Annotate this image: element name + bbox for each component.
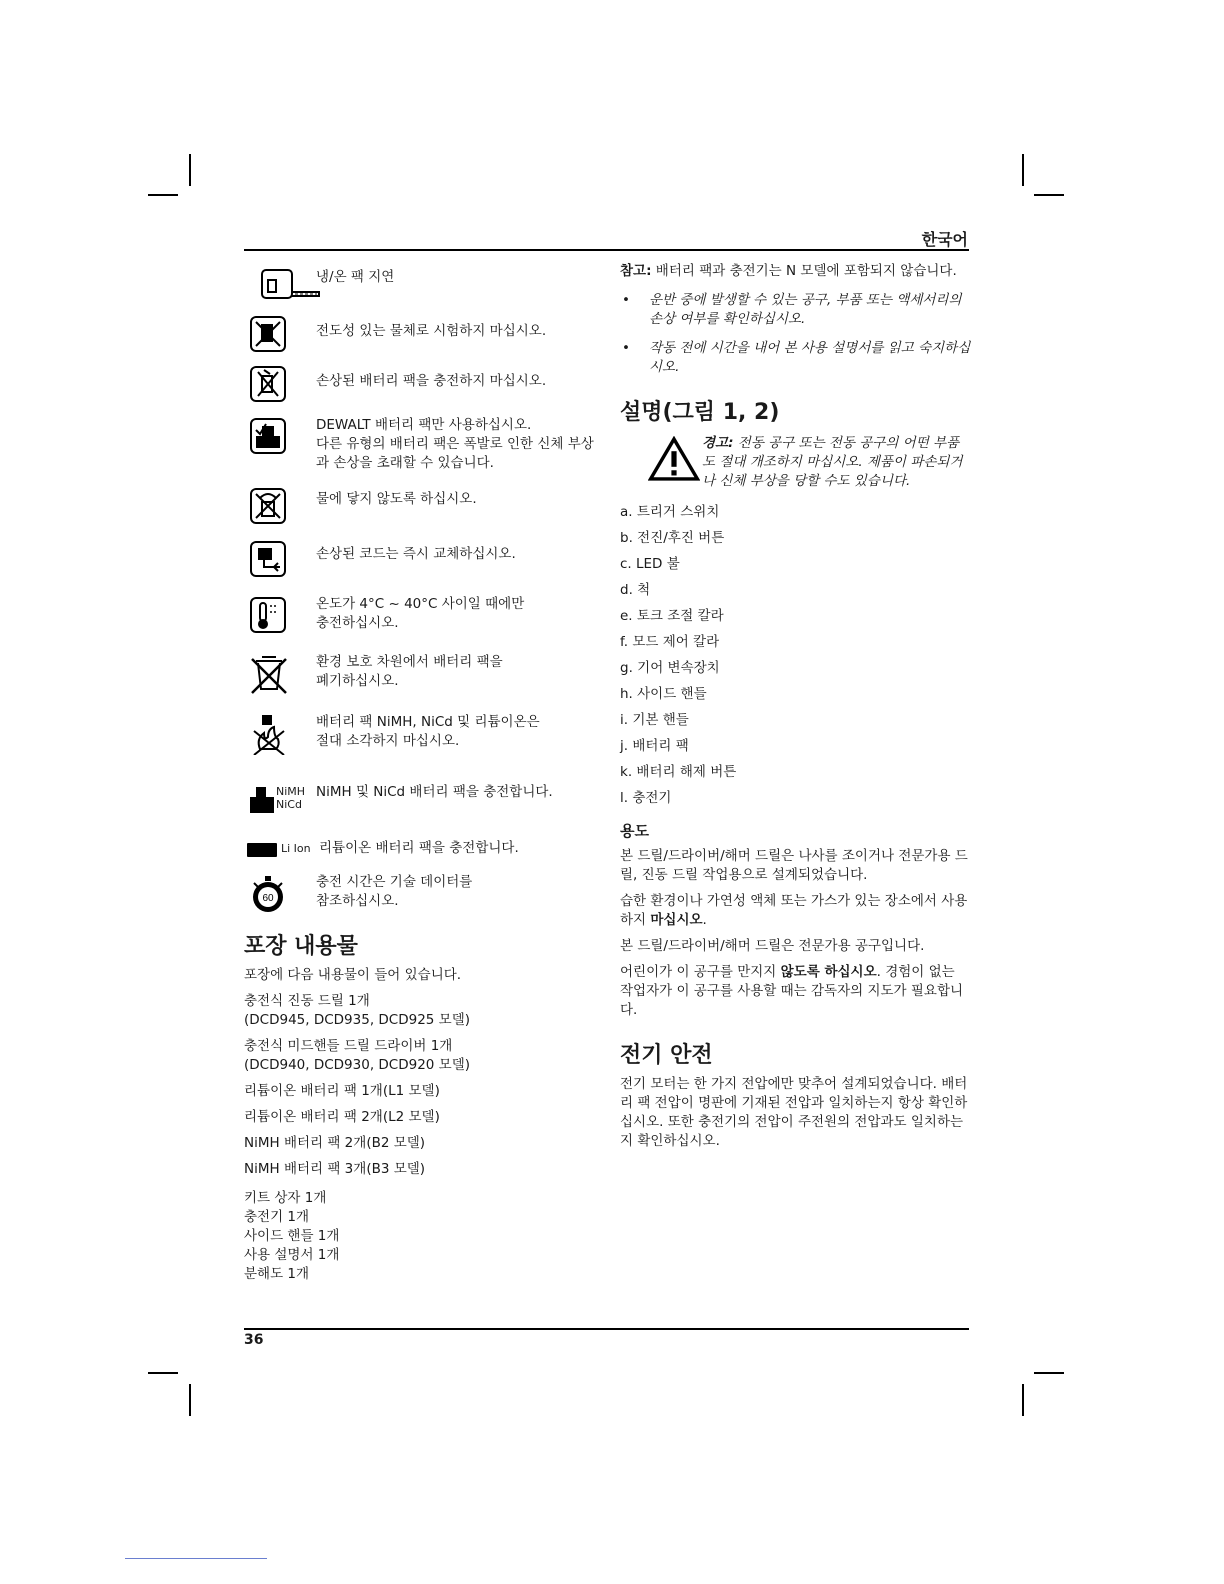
package-list — [244, 992, 594, 1179]
symbol-text: 배터리 팩 NiMH, NiCd 및 리튬이온은 — [316, 714, 540, 730]
temperature-icon — [248, 595, 290, 637]
component-item: d. 척 — [620, 582, 651, 598]
usage-emphasis: 않도록 하십시오 — [780, 964, 877, 980]
usage-paragraph — [620, 892, 972, 930]
footer-rule — [244, 1328, 969, 1330]
crop-mark — [189, 154, 191, 186]
liion-label: Li Ion — [281, 842, 311, 855]
note-label: 참고: — [620, 263, 652, 279]
package-extras — [244, 1189, 594, 1284]
component-item: f. 모드 제어 칼라 — [620, 634, 720, 650]
package-extra-item: 사이드 핸들 1개 — [244, 1228, 340, 1244]
nimh-label-bottom: NiCd — [276, 798, 302, 811]
usage-paragraph: 본 드릴/드라이버/해머 드릴은 나사를 조이거나 전문가용 드릴, 진동 드릴 작업용으로 설계되었습니다. — [620, 848, 968, 883]
components-list — [620, 503, 972, 808]
language-label: 한국어 — [921, 230, 968, 249]
symbol-text: 리튬이온 배터리 팩을 충전합니다. — [319, 840, 519, 856]
electrical-paragraph: 전기 모터는 한 가지 전압에만 맞추어 설계되었습니다. 배터리 팩 전압이 명판에 기재된 전압과 일치하는지 항상 확인하십시오. 또한 충전기의 전압이 주전원의 전압과도 일치하는지 확인하십시오. — [620, 1076, 968, 1149]
nimh-label — [276, 783, 314, 811]
recycle-bin-icon — [248, 653, 290, 695]
crop-mark — [189, 1384, 191, 1416]
symbol-text-detail: 참조하십시오. — [316, 893, 399, 909]
package-item: 리튬이온 배터리 팩 1개(L1 모델) — [244, 1083, 440, 1099]
symbol-text: 환경 보호 차원에서 배터리 팩을 — [316, 654, 503, 670]
electrical-title: 전기 안전 — [620, 1043, 713, 1068]
charge-timer-icon — [248, 873, 290, 915]
symbol-text-detail: 폐기하십시오. — [316, 673, 399, 689]
component-item: j. 배터리 팩 — [620, 738, 689, 754]
symbol-row — [244, 364, 594, 416]
package-item — [244, 1037, 594, 1075]
note-text: 배터리 팩과 충전기는 N 모델에 포함되지 않습니다. — [651, 263, 957, 279]
note — [620, 262, 972, 281]
usage-text: . — [702, 912, 707, 928]
liion-row — [244, 839, 594, 873]
nimh-label-top: NiMH — [276, 785, 306, 798]
component-item: b. 전진/후진 버튼 — [620, 530, 725, 546]
symbol-text: 온도가 4°C ~ 40°C 사이일 때에만 — [316, 596, 525, 612]
package-item — [244, 992, 594, 1030]
package-extra-item: 사용 설명서 1개 — [244, 1247, 340, 1263]
package-extra-item: 분해도 1개 — [244, 1266, 310, 1282]
package-item: NiMH 배터리 팩 2개(B2 모델) — [244, 1135, 426, 1151]
warning-body: 전동 공구 또는 전동 공구의 어떤 부품도 절대 개조하지 마십시오. 제품이 파손되거나 신체 부상을 당할 수도 있습니다. — [702, 435, 963, 489]
usage-emphasis: 마십시오 — [650, 912, 703, 928]
component-item: k. 배터리 해제 버튼 — [620, 764, 737, 780]
timer-row — [244, 873, 594, 929]
crop-mark — [1034, 194, 1064, 196]
package-item: NiMH 배터리 팩 3개(B3 모델) — [244, 1161, 426, 1177]
bullet-item — [620, 339, 972, 377]
symbol-row — [244, 713, 594, 783]
package-title: 포장 내용물 — [244, 934, 358, 959]
package-item-line: 충전식 미드핸들 드릴 드라이버 1개 — [244, 1038, 453, 1054]
package-extra-item: 충전기 1개 — [244, 1209, 310, 1225]
package-item-line: 충전식 진동 드릴 1개 — [244, 993, 370, 1009]
symbol-text: 냉/온 팩 지연 — [316, 269, 395, 285]
component-item: a. 트리거 스위치 — [620, 504, 720, 520]
symbol-row — [244, 539, 594, 595]
symbol-text: 충전 시간은 기술 데이터를 — [316, 874, 473, 890]
package-item-line: (DCD940, DCD930, DCD920 모델) — [244, 1057, 471, 1073]
header-rule — [244, 249, 969, 251]
usage-text: 어린이가 이 공구를 만지지 — [620, 964, 781, 980]
component-item: i. 기본 핸들 — [620, 712, 689, 728]
cold-hot-pack-delay-icon — [248, 266, 290, 308]
warning-label: 경고: — [702, 435, 734, 451]
crop-mark — [1034, 1372, 1064, 1374]
bullet-text: 운반 중에 발생할 수 있는 공구, 부품 또는 액세서리의 손상 여부를 확인하십시오. — [649, 292, 962, 327]
component-item: l. 충전기 — [620, 790, 672, 806]
symbol-text: 물에 닿지 않도록 하십시오. — [316, 491, 477, 507]
symbol-text-detail: 충전하십시오. — [316, 615, 399, 631]
bullet-text: 작동 전에 시간을 내어 본 사용 설명서를 읽고 숙지하십시오. — [649, 340, 971, 375]
no-charge-damaged-icon — [248, 364, 290, 406]
component-item: h. 사이드 핸들 — [620, 686, 707, 702]
crop-mark — [148, 1372, 178, 1374]
symbol-text: NiMH 및 NiCd 배터리 팩을 충전합니다. — [316, 784, 553, 800]
description-title: 설명(그림 1, 2) — [620, 400, 780, 425]
usage-title: 용도 — [620, 822, 649, 840]
component-item: e. 토크 조절 칼라 — [620, 608, 724, 624]
crop-mark — [1022, 1384, 1024, 1416]
symbol-row — [244, 486, 594, 539]
warning-triangle-icon — [620, 434, 702, 491]
nimh-battery-icon — [248, 783, 276, 819]
symbol-text: DEWALT 배터리 팩만 사용하십시오. — [316, 417, 532, 433]
package-item: 리튬이온 배터리 팩 2개(L2 모델) — [244, 1109, 440, 1125]
crop-mark — [1022, 154, 1024, 186]
right-column — [620, 262, 972, 1158]
liion-battery-icon — [247, 839, 277, 861]
replace-cord-icon — [248, 539, 290, 581]
symbol-text: 손상된 배터리 팩을 충전하지 마십시오. — [316, 373, 547, 389]
symbol-row — [244, 314, 594, 364]
component-item: g. 기어 변속장치 — [620, 660, 720, 676]
page-number: 36 — [244, 1332, 264, 1348]
warning-block — [620, 434, 972, 491]
symbol-row — [244, 416, 594, 486]
component-item: c. LED 불 — [620, 556, 680, 572]
symbol-text: 전도성 있는 물체로 시험하지 마십시오. — [316, 323, 547, 339]
bottom-link-underline — [125, 1558, 267, 1559]
package-intro: 포장에 다음 내용물이 들어 있습니다. — [244, 967, 462, 983]
left-column — [244, 266, 594, 1284]
usage-paragraph — [620, 963, 972, 1020]
bullet-dot: • — [622, 292, 630, 308]
no-incinerate-icon — [248, 713, 290, 755]
nimh-row — [244, 783, 594, 839]
symbol-row — [244, 266, 594, 314]
bullet-item — [620, 291, 972, 329]
crop-mark — [148, 194, 178, 196]
symbol-text-detail: 절대 소각하지 마십시오. — [316, 733, 460, 749]
no-water-icon — [248, 486, 290, 528]
no-conductive-test-icon — [248, 314, 290, 356]
package-item-line: (DCD945, DCD935, DCD925 모델) — [244, 1012, 471, 1028]
dewalt-battery-only-icon — [248, 416, 290, 458]
symbol-row — [244, 653, 594, 713]
timer-value: 60 — [262, 893, 274, 904]
symbol-text-detail: 다른 유형의 배터리 팩은 폭발로 인한 신체 부상과 손상을 초래할 수 있습니다. — [316, 436, 594, 471]
usage-text: . 경험이 없는 작업자가 이 공구를 사용할 때는 감독자의 지도가 필요합니다. — [620, 964, 964, 1018]
usage-paragraph: 본 드릴/드라이버/해머 드릴은 전문가용 공구입니다. — [620, 938, 925, 954]
symbol-row — [244, 595, 594, 653]
symbol-text: 손상된 코드는 즉시 교체하십시오. — [316, 546, 516, 562]
package-extra-item: 키트 상자 1개 — [244, 1190, 327, 1206]
usage-text: 습한 환경이나 가연성 액체 또는 가스가 있는 장소에서 사용하지 — [620, 893, 968, 928]
warning-text — [702, 434, 972, 491]
bullet-dot: • — [622, 340, 630, 356]
